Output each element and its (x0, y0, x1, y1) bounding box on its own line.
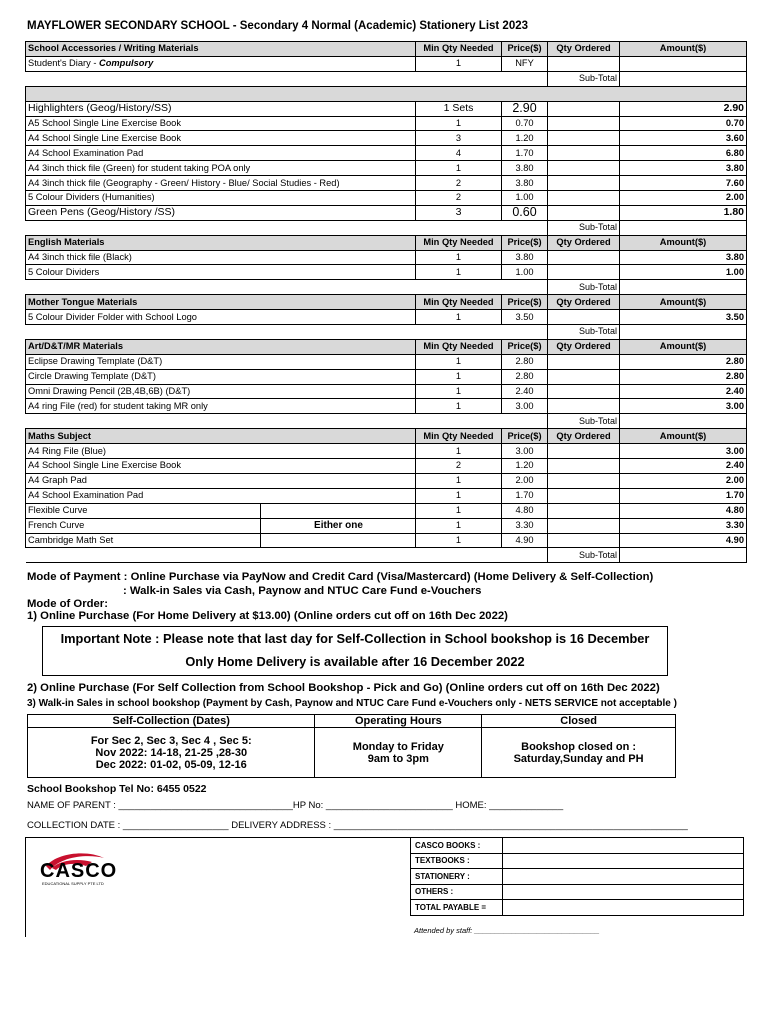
col-qty-ordered: Qty Ordered (548, 295, 620, 310)
subtotal-row (26, 325, 747, 340)
item-amount: 3.30 (620, 518, 747, 533)
schedule-table (27, 714, 676, 778)
col-amount: Amount($) (620, 429, 747, 444)
item-price: 2.80 (502, 369, 548, 384)
table-row (26, 250, 747, 265)
order-heading: Mode of Order: (27, 598, 108, 610)
item-amount: 3.80 (620, 250, 747, 265)
qty-ordered-input[interactable] (548, 176, 620, 191)
schedule-date-3: Dec 2022: 01-02, 05-09, 12-16 (95, 758, 247, 771)
item-price: 3.30 (502, 518, 548, 533)
item-price: 3.00 (502, 399, 548, 414)
qty-ordered-input[interactable] (548, 265, 620, 280)
schedule-date-1: For Sec 2, Sec 3, Sec 4 , Sec 5: (90, 734, 252, 747)
qty-ordered-input[interactable] (548, 503, 620, 518)
item-qty: 1 (416, 399, 502, 414)
item-amount: 0.70 (620, 116, 747, 131)
note-line-1: Important Note : Please note that last day for Self-Collection in School bookshop is 16 December (60, 631, 650, 646)
qty-ordered-input[interactable] (548, 518, 620, 533)
subtotal-spacer (26, 548, 548, 563)
section-accessories-header (26, 42, 747, 57)
diary-name (26, 56, 416, 71)
col-price: Price($) (502, 429, 548, 444)
section-heading: Mother Tongue Materials (26, 295, 416, 310)
subtotal-spacer (26, 325, 548, 340)
subtotal-spacer (26, 414, 548, 429)
collection-line[interactable]: COLLECTION DATE : ____________________ DELIVERY ADDRESS : ___________________________________________________________________ (27, 820, 688, 831)
item-qty: 1 (416, 310, 502, 325)
section-heading: Maths Subject (26, 429, 416, 444)
col-price: Price($) (502, 235, 548, 250)
table-row (26, 369, 747, 384)
col-amount: Amount($) (620, 295, 747, 310)
total-input-textbooks[interactable] (502, 853, 743, 869)
col-qty-ordered: Qty Ordered (548, 42, 620, 57)
item-amount: 1.80 (620, 205, 747, 220)
item-amount: 3.00 (620, 444, 747, 459)
item-amount: 3.80 (620, 161, 747, 176)
qty-ordered-input[interactable] (548, 131, 620, 146)
item-amount: 4.90 (620, 533, 747, 548)
schedule-hours-1: Monday to Friday (352, 740, 444, 753)
col-price: Price($) (502, 295, 548, 310)
col-min-qty: Min Qty Needed (416, 235, 502, 250)
item-amount: 2.00 (620, 191, 747, 206)
qty-ordered-input[interactable] (548, 354, 620, 369)
qty-ordered-input[interactable] (548, 459, 620, 474)
payment-line-2: : Walk-in Sales via Cash, Paynow and NTUC Care Fund e-Vouchers (123, 585, 482, 597)
qty-ordered-input[interactable] (548, 191, 620, 206)
item-price: 3.80 (502, 161, 548, 176)
section-mt-header (26, 295, 747, 310)
item-name: A4 School Examination Pad (26, 146, 416, 161)
subtotal-spacer (26, 220, 548, 235)
subtotal-label: Sub-Total (548, 548, 620, 563)
item-amount: 2.40 (620, 384, 747, 399)
item-price: 4.90 (502, 533, 548, 548)
schedule-date-2: Nov 2022: 14-18, 21-25 ,28-30 (95, 746, 248, 759)
qty-ordered-input[interactable] (548, 205, 620, 220)
col-qty-ordered: Qty Ordered (548, 235, 620, 250)
section-art-header (26, 339, 747, 354)
item-name: Circle Drawing Template (D&T) (26, 369, 416, 384)
item-price: 2.00 (502, 473, 548, 488)
item-price: 3.50 (502, 310, 548, 325)
item-qty: 3 (416, 131, 502, 146)
item-name: 5 Colour Dividers (Humanities) (26, 191, 416, 206)
item-price: 1.70 (502, 488, 548, 503)
item-amount (620, 56, 747, 71)
item-qty: 1 (416, 116, 502, 131)
qty-ordered-input[interactable] (548, 101, 620, 116)
item-name: Cambridge Math Set (26, 533, 416, 548)
item-name: Omni Drawing Pencil (2B,4B,6B) (D&T) (26, 384, 416, 399)
schedule-header-closed: Closed (482, 715, 676, 728)
item-amount: 3.60 (620, 131, 747, 146)
item-qty: 1 (416, 354, 502, 369)
item-name: A4 School Examination Pad (26, 488, 416, 503)
item-amount: 2.80 (620, 369, 747, 384)
item-qty: 1 (416, 250, 502, 265)
subtotal-spacer (26, 280, 548, 295)
col-amount: Amount($) (620, 42, 747, 57)
item-name: A4 Ring File (Blue) (26, 444, 416, 459)
box-top-border (25, 837, 410, 838)
item-price: 4.80 (502, 503, 548, 518)
total-input-payable[interactable] (502, 900, 743, 916)
total-row-others: OTHERS : (411, 884, 503, 900)
item-qty: 1 (416, 369, 502, 384)
compulsory-flag: Compulsory (99, 58, 154, 69)
item-qty: 1 (416, 56, 502, 71)
qty-ordered-input[interactable] (548, 161, 620, 176)
subtotal-value[interactable] (620, 71, 747, 86)
col-price: Price($) (502, 339, 548, 354)
total-input-others[interactable] (502, 884, 743, 900)
parent-line[interactable]: NAME OF PARENT : _________________________________HP No: ________________________ HOME: ______________ (27, 800, 564, 811)
item-name: 5 Colour Divider Folder with School Logo (26, 310, 416, 325)
item-qty: 1 Sets (416, 101, 502, 116)
item-name: French Curve (26, 518, 416, 533)
item-price: 3.00 (502, 444, 548, 459)
order-option-3: 3) Walk-in Sales in school bookshop (Payment by Cash, Paynow and NTUC Care Fund e-Vouchers only - NETS SERVICE not acceptable ) (27, 698, 677, 709)
subtotal-value[interactable] (620, 220, 747, 235)
table-row (26, 310, 747, 325)
item-qty: 4 (416, 146, 502, 161)
item-name: A4 3inch thick file (Black) (26, 250, 416, 265)
total-input-stationery[interactable] (502, 869, 743, 885)
item-price: 1.70 (502, 146, 548, 161)
either-one-note: Either one (260, 503, 416, 548)
table-row (26, 191, 747, 206)
page-title: MAYFLOWER SECONDARY SCHOOL - Secondary 4 Normal (Academic) Stationery List 2023 (27, 20, 529, 32)
item-amount: 1.70 (620, 488, 747, 503)
table-row (26, 488, 747, 503)
item-name: A4 3inch thick file (Green) for student taking POA only (26, 161, 416, 176)
bookshop-tel: School Bookshop Tel No: 6455 0522 (27, 783, 207, 795)
table-row (26, 176, 747, 191)
logo-subtitle: EDUCATIONAL SUPPLY PTE LTD (42, 881, 104, 886)
schedule-closed-2: Saturday,Sunday and PH (513, 752, 644, 765)
subtotal-value[interactable] (620, 325, 747, 340)
item-price: 2.40 (502, 384, 548, 399)
item-price: 1.20 (502, 131, 548, 146)
table-row (26, 444, 747, 459)
totals-table (410, 837, 744, 916)
subtotal-row (26, 548, 747, 563)
col-min-qty: Min Qty Needed (416, 339, 502, 354)
item-amount: 7.60 (620, 176, 747, 191)
item-price: NFY (502, 56, 548, 71)
item-name: 5 Colour Dividers (26, 265, 416, 280)
item-amount: 1.00 (620, 265, 747, 280)
item-name: Green Pens (Geog/History /SS) (26, 205, 416, 220)
subtotal-label: Sub-Total (548, 71, 620, 86)
item-qty: 1 (416, 488, 502, 503)
table-row (26, 473, 747, 488)
payment-line-1: Mode of Payment : Online Purchase via PayNow and Credit Card (Visa/Mastercard) (Home Delivery & Self-Collection) (27, 571, 654, 583)
item-amount: 6.80 (620, 146, 747, 161)
item-amount: 3.50 (620, 310, 747, 325)
section-heading: English Materials (26, 235, 416, 250)
item-qty: 2 (416, 176, 502, 191)
item-qty: 1 (416, 533, 502, 548)
section-maths-header (26, 429, 747, 444)
item-name: Flexible Curve (26, 503, 416, 518)
schedule-closed-1: Bookshop closed on : (521, 740, 637, 753)
qty-ordered-input[interactable] (548, 146, 620, 161)
qty-ordered-input[interactable] (548, 56, 620, 71)
subtotal-value[interactable] (620, 414, 747, 429)
qty-ordered-input[interactable] (548, 369, 620, 384)
col-qty-ordered: Qty Ordered (548, 429, 620, 444)
section-spacer (26, 86, 747, 101)
col-amount: Amount($) (620, 235, 747, 250)
col-price: Price($) (502, 42, 548, 57)
order-option-2: 2) Online Purchase (For Self Collection from School Bookshop - Pick and Go) (Online orders cut off on 16th Dec 2022) (27, 682, 660, 694)
table-row (26, 399, 747, 414)
col-amount: Amount($) (620, 339, 747, 354)
subtotal-value[interactable] (620, 280, 747, 295)
item-name: A5 School Single Line Exercise Book (26, 116, 416, 131)
total-row-stationery: STATIONERY : (411, 869, 503, 885)
col-min-qty: Min Qty Needed (416, 295, 502, 310)
item-price: 1.00 (502, 191, 548, 206)
item-name: A4 School Single Line Exercise Book (26, 459, 416, 474)
item-amount: 4.80 (620, 503, 747, 518)
table-row (26, 146, 747, 161)
item-price: 3.80 (502, 250, 548, 265)
item-qty: 1 (416, 384, 502, 399)
qty-ordered-input[interactable] (548, 444, 620, 459)
qty-ordered-input[interactable] (548, 310, 620, 325)
item-name: A4 3inch thick file (Geography - Green/ History - Blue/ Social Studies - Red) (26, 176, 416, 191)
qty-ordered-input[interactable] (548, 250, 620, 265)
casco-logo (38, 848, 148, 908)
item-qty: 1 (416, 265, 502, 280)
attended-by: Attended by staff: ______________________________ (414, 926, 600, 935)
box-left-border (25, 837, 26, 937)
section-heading: Art/D&T/MR Materials (26, 339, 416, 354)
item-qty: 1 (416, 503, 502, 518)
item-qty: 1 (416, 444, 502, 459)
important-note (42, 626, 668, 676)
qty-ordered-input[interactable] (548, 473, 620, 488)
total-row-payable: TOTAL PAYABLE = (411, 900, 503, 916)
item-price: 2.80 (502, 354, 548, 369)
item-price: 3.80 (502, 176, 548, 191)
diary-label: Student's Diary - (28, 58, 100, 69)
item-qty: 1 (416, 473, 502, 488)
item-price: 2.90 (502, 101, 548, 116)
subtotal-row (26, 414, 747, 429)
table-row (26, 354, 747, 369)
total-input-casco[interactable] (502, 838, 743, 854)
qty-ordered-input[interactable] (548, 399, 620, 414)
section-heading: School Accessories / Writing Materials (26, 42, 416, 57)
logo-name: CASCO (40, 860, 118, 882)
item-amount: 3.00 (620, 399, 747, 414)
col-qty-ordered: Qty Ordered (548, 339, 620, 354)
total-row-textbooks: TEXTBOOKS : (411, 853, 503, 869)
subtotal-row (26, 220, 747, 235)
total-row-casco: CASCO BOOKS : (411, 838, 503, 854)
item-name: Highlighters (Geog/History/SS) (26, 101, 416, 116)
subtotal-label: Sub-Total (548, 325, 620, 340)
item-qty: 1 (416, 518, 502, 533)
section-english-header (26, 235, 747, 250)
subtotal-row (26, 280, 747, 295)
item-name: Eclipse Drawing Template (D&T) (26, 354, 416, 369)
col-min-qty: Min Qty Needed (416, 429, 502, 444)
qty-ordered-input[interactable] (548, 116, 620, 131)
table-row (26, 265, 747, 280)
item-qty: 3 (416, 205, 502, 220)
table-row (26, 56, 747, 71)
item-price: 0.60 (502, 205, 548, 220)
item-qty: 2 (416, 191, 502, 206)
qty-ordered-input[interactable] (548, 533, 620, 548)
schedule-hours-2: 9am to 3pm (367, 752, 429, 765)
spacer-cell (26, 86, 747, 101)
table-row (26, 205, 747, 220)
order-option-1: 1) Online Purchase (For Home Delivery at $13.00) (Online orders cut off on 16th Dec 2022) (27, 610, 508, 622)
table-row (26, 131, 747, 146)
item-price: 1.00 (502, 265, 548, 280)
stationery-table (25, 41, 747, 563)
item-price: 0.70 (502, 116, 548, 131)
schedule-header-dates: Self-Collection (Dates) (28, 715, 315, 728)
item-name: A4 ring File (red) for student taking MR only (26, 399, 416, 414)
table-row (26, 101, 747, 116)
table-row (26, 116, 747, 131)
subtotal-label: Sub-Total (548, 414, 620, 429)
subtotal-label: Sub-Total (548, 220, 620, 235)
subtotal-label: Sub-Total (548, 280, 620, 295)
item-amount: 2.00 (620, 473, 747, 488)
schedule-header-hours: Operating Hours (315, 715, 482, 728)
item-amount: 2.40 (620, 459, 747, 474)
item-amount: 2.90 (620, 101, 747, 116)
item-name: A4 School Single Line Exercise Book (26, 131, 416, 146)
qty-ordered-input[interactable] (548, 384, 620, 399)
note-line-2: Only Home Delivery is available after 16 December 2022 (185, 654, 525, 669)
item-price: 1.20 (502, 459, 548, 474)
table-row (26, 384, 747, 399)
subtotal-value[interactable] (620, 548, 747, 563)
item-qty: 2 (416, 459, 502, 474)
item-qty: 1 (416, 161, 502, 176)
table-row (26, 459, 747, 474)
subtotal-spacer (26, 71, 548, 86)
subtotal-row (26, 71, 747, 86)
table-row (26, 161, 747, 176)
col-min-qty: Min Qty Needed (416, 42, 502, 57)
qty-ordered-input[interactable] (548, 488, 620, 503)
item-amount: 2.80 (620, 354, 747, 369)
item-name: A4 Graph Pad (26, 473, 416, 488)
